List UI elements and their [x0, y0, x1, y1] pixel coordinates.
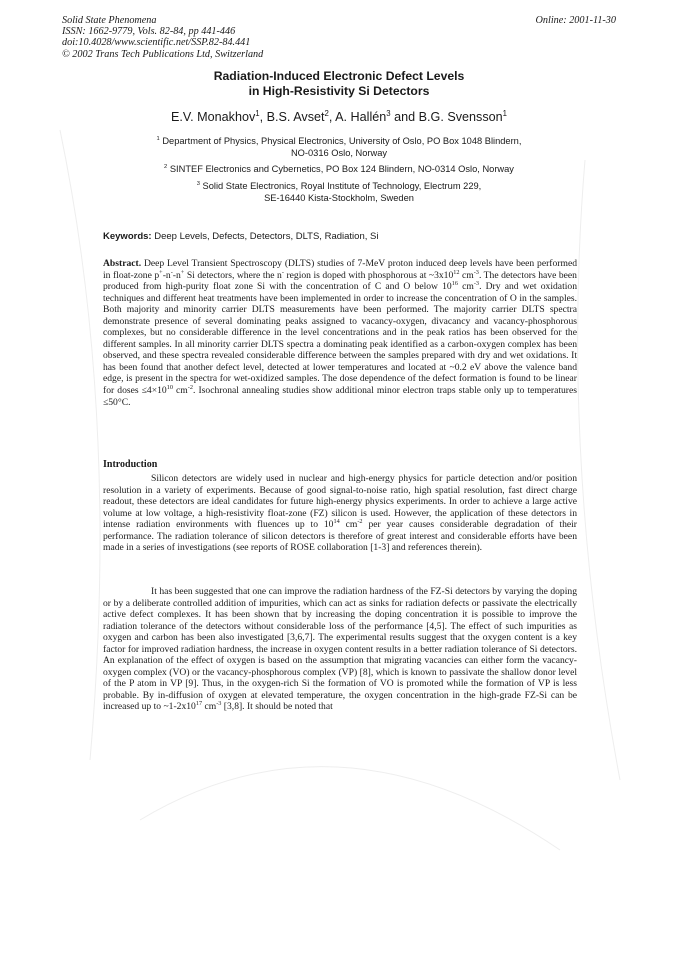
copyright-line: © 2002 Trans Tech Publications Ltd, Switzerland	[62, 48, 264, 60]
intro-paragraph-1: Silicon detectors are widely used in nuclear and high-energy physics for particle detection and/or position resolution in a variety of experiments. Because of good signal-to-noise ratio, high spatial resolution, fast direct charge readout, these detectors are ideal candidates for future high-energy physics experiments. In order to achieve a large active volume at low voltage, a high-resistivity float-zone (FZ) silicon is used. However, the application of these detectors in intense radiation environments with fluences up to $10^{14}$ $cm^{-2}$ per year causes considerable degradation of their performance. The radiation tolerance of silicon detectors is therefore of great interest and considerable efforts have been made in a series of investigations (see reports of ROSE collaboration [1-3] and references therein).	[103, 473, 577, 554]
affiliation-mark: 1	[156, 135, 160, 142]
journal-info	[62, 15, 263, 60]
affiliation-mark: 2	[164, 163, 168, 170]
affiliation-line: SE-16440 Kista-Stockholm, Sweden	[264, 192, 414, 203]
author-affiliation-mark: 1	[255, 108, 260, 118]
intro-paragraph-2: It has been suggested that one can improve the radiation hardness of the FZ-Si detectors by varying the doping or by a deliberate controlled addition of impurities, which can act as sinks for radiation defects or passivate the electrically active defect complexes. It has been shown that by increasing the doping concentration it is possible to improve the radiation tolerance of the detectors without considerable loss of the performance [4,5]. The effect of such impurities as oxygen and carbon has been also investigated [3,6,7]. The experimental results suggest that the oxygen content is a key factor for improved radiation hardness, the increase in oxygen content results in a better radiation tolerance of Si detectors. An explanation of the effect of oxygen is based on the assumption that migrating vacancies can either form the vacancy-oxygen complex (VO) or the vacancy-phosphorous complex (VP) [8], which is known to passivate the shallow donor level of the P atom in VP [9]. Thus, in the oxygen-rich Si the formation of VO is promoted while the formation of VP is less probable. By in-diffusion of oxygen at elevated temperature, the oxygen concentration in the high-grade FZ-Si can be increased up to $\sim 1-2x10^{17}$ $cm^{-3}$ [3,8]. It should be noted that	[103, 586, 577, 713]
title-line-2: in High-Resistivity Si Detectors	[248, 83, 430, 98]
author-name: B.S. Avset	[266, 110, 325, 124]
title-line-1: Radiation-Induced Electronic Defect Levels	[213, 69, 465, 83]
author-name: A. Hallén	[335, 110, 387, 124]
affiliation-2	[90, 164, 588, 176]
keywords-text: Deep Levels, Defects, Detectors, DLTS, Radiation, Si	[154, 231, 379, 242]
paper-title	[0, 69, 678, 98]
keywords-label: Keywords:	[103, 231, 152, 242]
doi-line: doi:10.4028/www.scientific.net/SSP.82-84.441	[62, 37, 251, 49]
affiliation-line: SINTEF Electronics and Cybernetics, PO Box 124 Blindern, NO-0314 Oslo, Norway	[169, 164, 514, 174]
author-list: E.V. Monakhov$^1$, B.S. Avset$^2$, A. Hallén$^3$ and B.G. Svensson$^1$	[171, 108, 507, 124]
affiliation-line: Department of Physics, Physical Electronics, University of Oslo, PO Box 1048 Blindern,	[162, 136, 522, 146]
author-affiliation-mark: 2	[324, 108, 329, 118]
author-affiliation-mark: 1	[502, 108, 507, 118]
affiliation-line: Solid State Electronics, Royal Institute of Technology, Electrum 229,	[202, 181, 482, 191]
author-name: E.V. Monakhov	[171, 110, 256, 124]
introduction-heading: Introduction	[103, 459, 158, 470]
affiliation-mark: 3	[196, 180, 200, 187]
affiliation-1	[90, 136, 588, 159]
abstract-paragraph: Abstract. Deep Level Transient Spectroscopy (DLTS) studies of 7-MeV proton induced deep levels have been performed in float-zone p+-n--n+ Si detectors, where the n- region is doped with phosphorous at $\sim 3x10^{12}$ $cm^{-3}$. The detectors have been produced from high-purity float zone Si with the concentration of C and O below $10^{16}$ $cm^{-3}$. Dry and wet oxidation techniques and different heat treatments have been implemented in order to increase the concentration of O in the samples. Both majority and minority carrier DLTS measurements have been performed. The majority carrier DLTS spectra demonstrate presence of several dominating peaks assigned to vacancy-oxygen, divacancy and vacancy-phosphorous complexes, but no considerable difference in the level concentrations and in the peak ratios has been observed for the different samples. In all minority carrier DLTS spectra a dominating peak identified as a carbon-oxygen complex has been observed, and these spectra revealed considerable difference between the samples prepared with dry and wet oxidations. It has been found that another defect level, detected at lower temperatures and located at ~0.2 eV above the valence band edge, is present in the spectra for wet-oxidized samples. The dose dependence of the defect formation is found to be linear for doses $\le 4\times 10^{10}$ $cm^{-2}$. Isochronal annealing studies show additional minor electron traps stable only up to temperatures ≤50°C.	[103, 258, 577, 408]
author-name: B.G. Svensson	[418, 110, 503, 124]
affiliation-line: NO-0316 Oslo, Norway	[290, 147, 388, 158]
abstract-label: Abstract.	[103, 258, 142, 269]
keywords	[103, 231, 378, 242]
affiliation-3	[90, 181, 588, 204]
online-date: Online: 2001-11-30	[535, 15, 616, 26]
author-affiliation-mark: 3	[386, 108, 391, 118]
journal-name: Solid State Phenomena	[62, 15, 157, 26]
issn-line: ISSN: 1662-9779, Vols. 82-84, pp 441-446	[62, 26, 236, 38]
